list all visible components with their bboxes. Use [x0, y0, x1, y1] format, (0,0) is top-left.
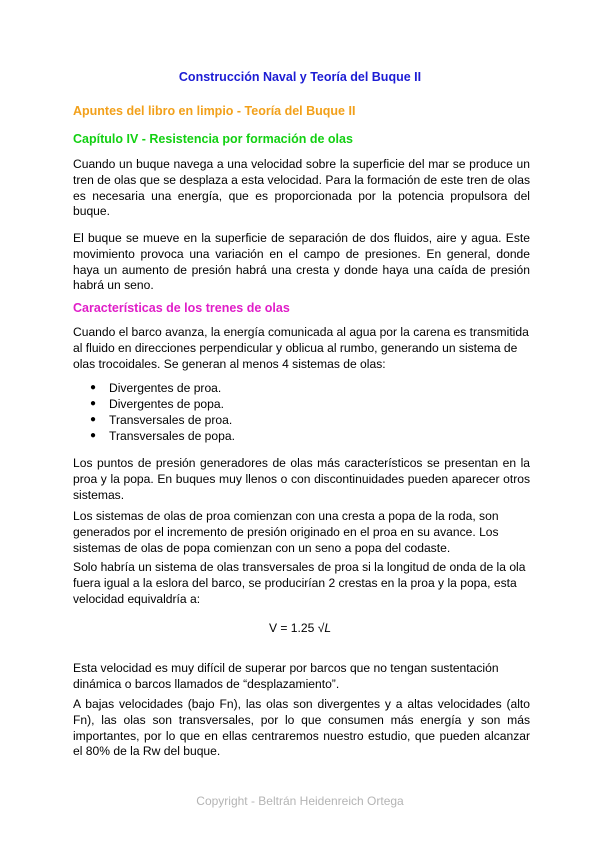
list-item-text: Transversales de popa. [109, 429, 235, 443]
formula-root: √L [317, 621, 332, 635]
bullet-icon: ● [90, 398, 97, 409]
copyright-footer: Copyright - Beltrán Heidenreich Ortega [196, 794, 404, 808]
wave-systems-list [73, 380, 235, 444]
section-intro-paragraph: Cuando el barco avanza, la energía comunicada al agua por la carena es transmitida al fluido en direcciones perpendicular y oblicua al rumbo, generando un sistema de olas trocoidales. Se generan al menos 4 sistemas de olas: [73, 325, 529, 371]
list-item [73, 428, 235, 444]
list-item-text: Divergentes de popa. [109, 397, 224, 411]
after-paragraph-2: A bajas velocidades (bajo Fn), las olas son divergentes y a altas velocidades (alto Fn), las olas son transversales, por lo que consumen más energía y son más importantes, por lo que en ellas centraremos nuestro estudio, que pueden alcanzar el 80% de la Rw del buque. [73, 697, 530, 759]
document-title: Construcción Naval y Teoría del Buque II [178, 70, 422, 84]
document-subtitle: Apuntes del libro en limpio - Teoría del Buque II [73, 104, 356, 118]
intro-paragraph-2: El buque se mueve en la superficie de separación de dos fluidos, aire y agua. Este movimiento provoca una variación en el campo de presiones. En general, donde haya un aumento de presión habrá una cresta y donde haya una caída de presión habrá un seno. [73, 231, 530, 293]
list-item [73, 396, 235, 412]
after-paragraph-1: Esta velocidad es muy difícil de superar por barcos que no tengan sustentación dinámica o barcos llamados de “desplazamiento”. [73, 661, 499, 691]
speed-formula [0, 621, 600, 635]
intro-paragraph-1: Cuando un buque navega a una velocidad sobre la superficie del mar se produce un tren de olas que se desplaza a esta velocidad. Para la formación de este tren de olas es necesaria una energía, que es proporcionada por la potencia propulsora del buque. [73, 157, 530, 219]
formula-lhs: V = 1.25 [268, 621, 318, 635]
body-paragraph-2: Los sistemas de olas de proa comienzan con una cresta a popa de la roda, son generados por el incremento de presión originado en el proa en su avance. Los sistemas de olas de popa comienzan con un seno a popa del codaste. [73, 509, 499, 555]
bullet-icon: ● [90, 430, 97, 441]
list-item [73, 412, 235, 428]
body-paragraph-3: Solo habría un sistema de olas transversales de proa si la longitud de onda de la ola fuera igual a la eslora del barco, se producirían 2 crestas en la proa y la popa, esta velocidad equivaldría a: [73, 560, 526, 606]
list-item [73, 380, 235, 396]
body-paragraph-1: Los puntos de presión generadores de olas más característicos se presentan en la proa y la popa. En buques muy llenos o con discontinuidades pueden aparecer otros sistemas. [73, 456, 530, 502]
bullet-icon: ● [90, 414, 97, 425]
list-item-text: Divergentes de proa. [109, 381, 222, 395]
list-item-text: Transversales de proa. [109, 413, 233, 427]
bullet-icon: ● [90, 382, 97, 393]
chapter-heading: Capítulo IV - Resistencia por formación de olas [73, 132, 353, 146]
section-heading: Características de los trenes de olas [73, 301, 290, 315]
